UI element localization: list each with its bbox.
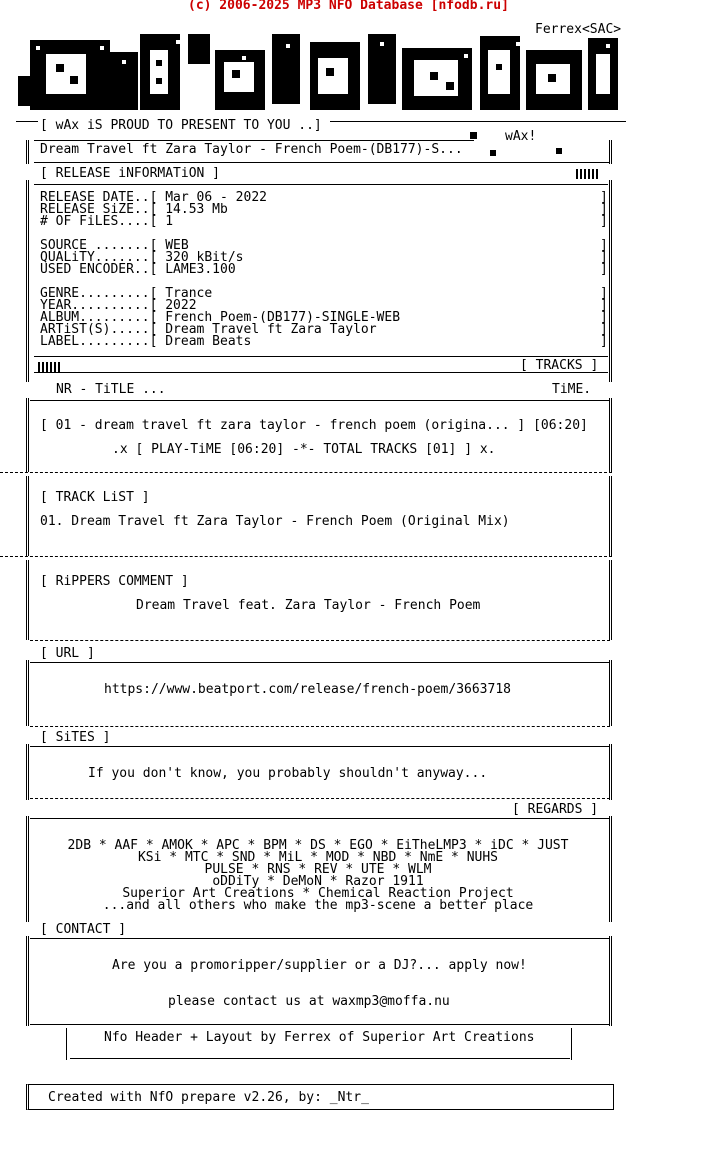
contact-line1: Are you a promoripper/supplier or a DJ?... apply now! [112,958,527,973]
info-row: GENRE.........[ Trance [40,286,213,301]
regards-line: oDDiTy * DeMoN * Razor 1911 [212,874,424,889]
regards-line: PULSE * RNS * REV * UTE * WLM [204,862,432,877]
tracks-col-title: NR - TiTLE ... [56,382,166,397]
info-row: RELEASE DATE..[ Mar 06 - 2022 [40,190,267,205]
regards-line: Superior Art Creations * Chemical Reaction Project [122,886,514,901]
regards-line: 2DB * AAF * AMOK * APC * BPM * DS * EGO * EiTheLMP3 * iDC * JUST [67,838,569,853]
info-row: YEAR..........[ 2022 [40,298,197,313]
info-row: QUALiTY.......[ 320 kBit/s [40,250,244,265]
info-row: LABEL.........[ Dream Beats [40,334,252,349]
contact-heading: [ CONTACT ] [40,922,127,937]
info-row: USED ENCODER..[ LAME3.100 [40,262,236,277]
url-link[interactable]: https://www.beatport.com/release/french-poem/3663718 [104,682,511,697]
regards-line: KSi * MTC * SND * MiL * MOD * NBD * NmE * NUHS [137,850,499,865]
track-line: [ 01 - dream travel ft zara taylor - french poem (origina... ] [06:20] [40,418,588,433]
tracks-col-time: TiME. [552,382,592,397]
rippers-text: Dream Travel feat. Zara Taylor - French Poem [136,598,481,613]
group-tag: wAx! [505,129,537,144]
site-header: (c) 2006-2025 MP3 NFO Database [nfodb.ru] [188,0,509,13]
track-list-heading: [ TRACK LiST ] [40,490,150,505]
release-title: Dream Travel ft Zara Taylor - French Poem-(DB177)-S... [40,142,463,157]
footer-credit: Nfo Header + Layout by Ferrex of Superior Art Creations [104,1030,535,1045]
sites-heading: [ SiTES ] [40,730,111,745]
tracks-heading: [ TRACKS ] [520,358,599,373]
info-row: RELEASE SiZE..[ 14.53 Mb [40,202,228,217]
info-row: # OF FiLES....[ 1 [40,214,174,229]
wax-logo [10,30,624,116]
release-info-list [40,192,400,348]
contact-line2: please contact us at waxmp3@moffa.nu [168,994,450,1009]
track-list-item: 01. Dream Travel ft Zara Taylor - French Poem (Original Mix) [40,514,510,529]
regards-list [30,840,606,912]
tracks-total: .x [ PLAY-TiME [06:20] -*- TOTAL TRACKS [01] ] x. [112,442,496,457]
regards-line: ...and all others who make the mp3-scene a better place [102,898,534,913]
url-heading: [ URL ] [40,646,95,661]
rippers-heading: [ RiPPERS COMMENT ] [40,574,189,589]
regards-heading: [ REGARDS ] [512,802,599,817]
logo-credit: Ferrex<SAC> [535,22,622,37]
info-row: ALBUM.........[ French Poem-(DB177)-SINGLE-WEB [40,310,401,325]
proud-line: [ wAx iS PROUD TO PRESENT TO YOU ..] [40,118,322,133]
sites-text: If you don't know, you probably shouldn't anyway... [88,766,488,781]
created-with: Created with NfO prepare v2.26, by: _Ntr_ [48,1090,369,1105]
info-row: ARTiST(S).....[ Dream Travel ft Zara Taylor [40,322,377,337]
info-row: SOURCE .......[ WEB [40,238,189,253]
release-info-heading: [ RELEASE iNFORMATiON ] [40,166,221,181]
